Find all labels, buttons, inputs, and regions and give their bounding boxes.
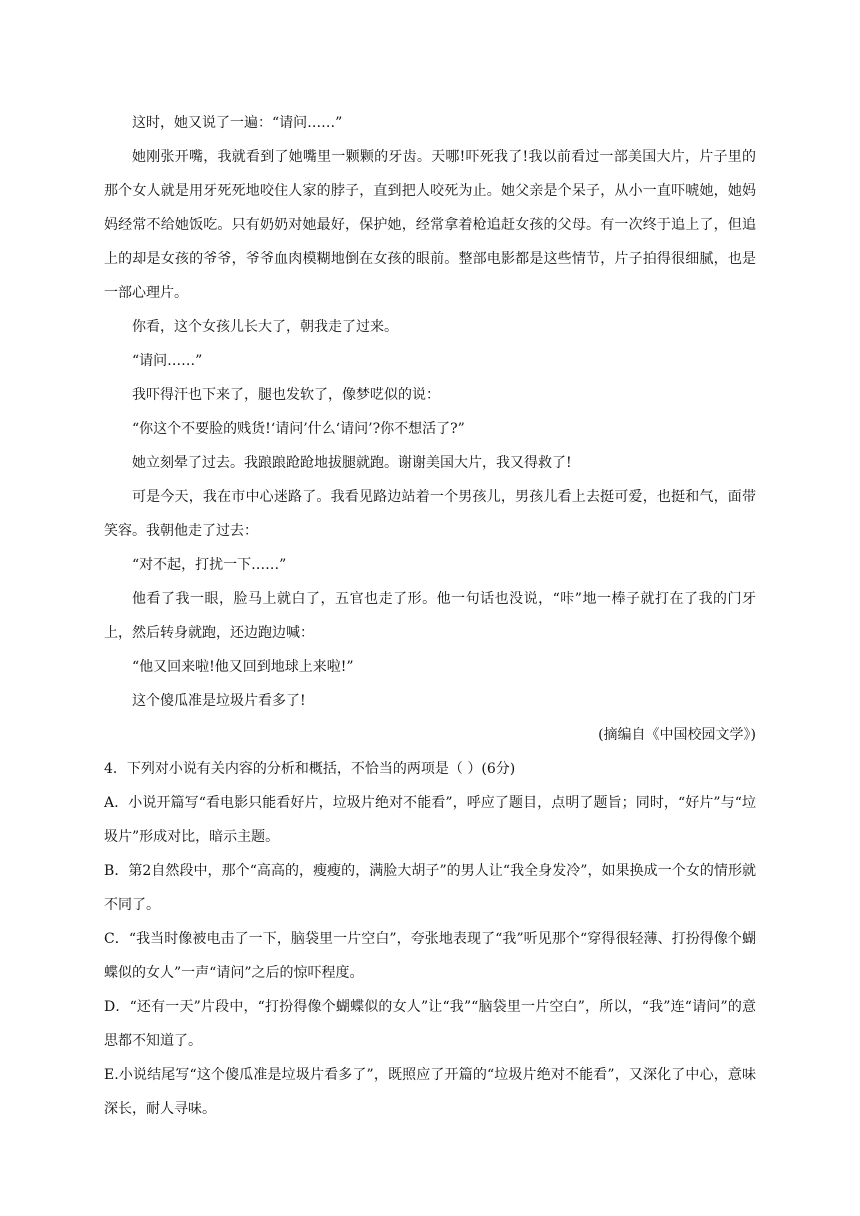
story-paragraph: 他看了我一眼，脸马上就白了，五官也走了形。他一句话也没说，“咔”地一棒子就打在了我的门牙上，然后转身就跑，还边跑边喊： bbox=[104, 591, 756, 641]
document-page bbox=[104, 106, 756, 1126]
story-paragraph: “你这个不要脸的贱货!‘请问’什么‘请问’?你不想活了?” bbox=[132, 421, 465, 437]
story-paragraph: 你看，这个女孩儿长大了，朝我走了过来。 bbox=[132, 319, 398, 335]
story-paragraph: 她立刻晕了过去。我踉踉跄跄地拔腿就跑。谢谢美国大片，我又得救了! bbox=[132, 455, 572, 471]
story-paragraph: “请问……” bbox=[132, 353, 203, 369]
answer-option-b: B．第2自然段中，那个“高高的，瘦瘦的，满脸大胡子”的男人让“我全身发冷”，如果换成一个女的情形就不同了。 bbox=[104, 863, 756, 913]
answer-option-a: A．小说开篇写“看电影只能看好片，垃圾片绝对不能看”，呼应了题目，点明了题旨；同时，“好片”与“垃圾片”形成对比，暗示主题。 bbox=[104, 795, 756, 845]
story-paragraph: 我吓得汗也下来了，腿也发软了，像梦呓似的说： bbox=[132, 387, 440, 403]
story-paragraph: 可是今天，我在市中心迷路了。我看见路边站着一个男孩儿，男孩儿看上去挺可爱，也挺和气，面带笑容。我朝他走了过去： bbox=[104, 489, 756, 539]
answer-option-e: E.小说结尾写“这个傻瓜准是垃圾片看多了”，既照应了开篇的“垃圾片绝对不能看”，又深化了中心，意味深长，耐人寻味。 bbox=[104, 1067, 756, 1117]
answer-option-d: D．“还有一天”片段中，“打扮得像个蝴蝶似的女人”让“我”“脑袋里一片空白”，所以，“我”连“请问”的意思都不知道了。 bbox=[104, 999, 756, 1049]
story-paragraph: 这时，她又说了一遍：“请问……” bbox=[132, 115, 343, 131]
story-source: (摘编自《中国校园文学》) bbox=[598, 727, 756, 743]
question-stem: 4．下列对小说有关内容的分析和概括，不恰当的两项是（ ）(6分) bbox=[104, 761, 516, 777]
story-paragraph: 她刚张开嘴，我就看到了她嘴里一颗颗的牙齿。天哪!吓死我了!我以前看过一部美国大片，片子里的那个女人就是用牙死死地咬住人家的脖子，直到把人咬死为止。她父亲是个呆子，从小一直吓唬她，她妈妈经常不给她饭吃。只有奶奶对她最好，保护她，经常拿着枪追赶女孩的父母。有一次终于追上了，但追上的却是女孩的爷爷，爷爷血肉模糊地倒在女孩的眼前。整部电影都是这些情节，片子拍得很细腻，也是一部心理片。 bbox=[104, 149, 756, 301]
story-paragraph: “他又回来啦!他又回到地球上来啦!” bbox=[132, 659, 354, 675]
story-paragraph: 这个傻瓜准是垃圾片看多了! bbox=[132, 693, 306, 709]
answer-option-c: C．“我当时像被电击了一下，脑袋里一片空白”，夸张地表现了“我”听见那个“穿得很轻薄、打扮得像个蝴蝶似的女人”一声“请问”之后的惊吓程度。 bbox=[104, 931, 756, 981]
story-paragraph: “对不起，打扰一下……” bbox=[132, 557, 287, 573]
